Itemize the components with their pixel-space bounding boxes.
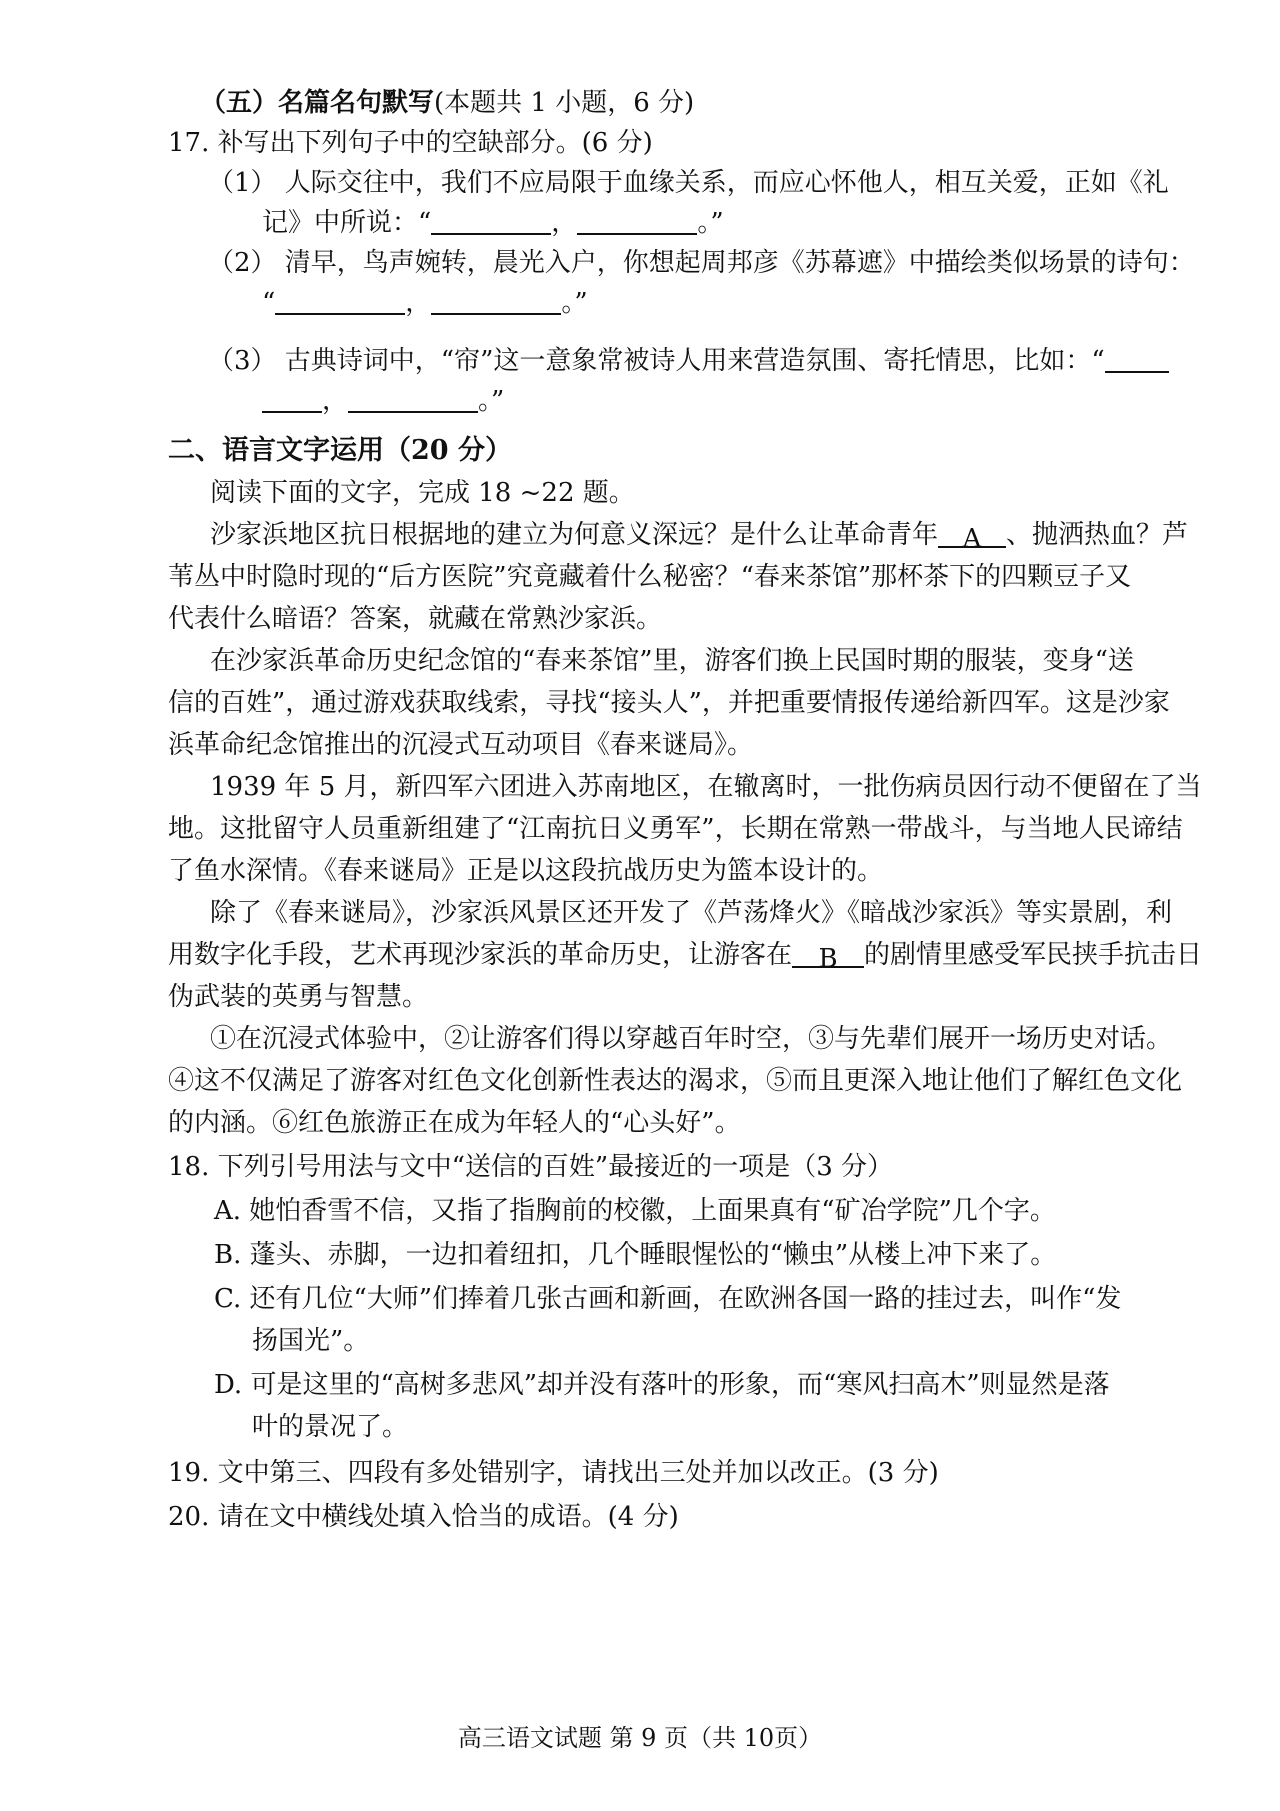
passage-p1-line2: 苇丛中时隐时现的“后方医院”究竟藏着什么秘密？“春来茶馆”那杯茶下的四颗豆子又	[168, 562, 1132, 592]
section-5-note: (本题共 1 小题，6 分)	[434, 88, 695, 118]
passage-p4-line3: 伪武装的英勇与智慧。	[168, 982, 429, 1012]
q18-option-c-line1[interactable]: C. 还有几位“大师”们捧着几张古画和新画，在欧洲各国一路的挂过去，叫作“发	[214, 1284, 1122, 1314]
q20-stem: 20. 请在文中横线处填入恰当的成语。(4 分)	[168, 1502, 679, 1532]
passage-p5-line1: ①在沉浸式体验中，②让游客们得以穿越百年时空，③与先辈们展开一场历史对话。	[210, 1024, 1173, 1054]
answer-blank[interactable]	[262, 383, 322, 413]
part-2-title: 二、语言文字运用（20 分）	[168, 435, 512, 466]
section-5-title: （五）名篇名句默写	[200, 88, 435, 118]
q17-item1-line1: （1） 人际交往中，我们不应局限于血缘关系，而应心怀他人，相互关爱，正如《礼	[208, 168, 1169, 198]
q18-option-d-line2[interactable]: 叶的景况了。	[252, 1412, 409, 1442]
passage-p3-line2: 地。这批留守人员重新组建了“江南抗日义勇军”，长期在常熟一带战斗，与当地人民谛结	[168, 814, 1183, 844]
q17-item1-line2: 记》中所说：“ ， 。”	[262, 202, 724, 244]
passage-p2-line1: 在沙家浜革命历史纪念馆的“春来茶馆”里，游客们换上民国时期的服装，变身“送	[210, 646, 1134, 676]
answer-blank[interactable]	[431, 285, 561, 315]
passage-p2-line3: 浜革命纪念馆推出的沉浸式互动项目《春来谜局》。	[168, 730, 754, 760]
q17-item3-line2: ， 。”	[262, 380, 504, 422]
passage-p5-line2: ④这不仅满足了游客对红色文化创新性表达的渴求，⑤而且更深入地让他们了解红色文化	[168, 1066, 1183, 1096]
passage-p4-line1: 除了《春来谜局》，沙家浜风景区还开发了《芦荡烽火》《暗战沙家浜》等实景剧，利	[210, 898, 1173, 928]
answer-blank[interactable]	[1105, 343, 1169, 373]
passage-p1-line3: 代表什么暗语？答案，就藏在常熟沙家浜。	[168, 604, 663, 634]
q18-stem: 18. 下列引号用法与文中“送信的百姓”最接近的一项是（3 分）	[168, 1152, 894, 1182]
q18-option-b[interactable]: B. 蓬头、赤脚，一边扣着纽扣，几个睡眼惺忪的“懒虫”从楼上冲下来了。	[214, 1240, 1057, 1270]
q19-stem: 19. 文中第三、四段有多处错别字，请找出三处并加以改正。(3 分)	[168, 1458, 939, 1488]
blank-b[interactable]: B	[792, 938, 864, 968]
passage-p2-line2: 信的百姓”，通过游戏获取线索，寻找“接头人”，并把重要情报传递给新四军。这是沙家	[168, 688, 1170, 718]
blank-a[interactable]: A	[938, 518, 1006, 548]
page-footer: 高三语文试题 第 9 页（共 10页）	[457, 1724, 823, 1752]
passage-p3-line3: 了鱼水深情。《春来谜局》正是以这段抗战历史为篮本设计的。	[168, 856, 884, 886]
q17-item2-line1: （2） 清早，鸟声婉转，晨光入户，你想起周邦彦《苏幕遮》中描绘类似场景的诗句：	[208, 248, 1195, 278]
part-2-intro: 阅读下面的文字，完成 18 ~22 题。	[210, 478, 635, 508]
answer-blank[interactable]	[275, 285, 405, 315]
q18-option-a[interactable]: A. 她怕香雪不信，又指了指胸前的校徽，上面果真有“矿冶学院”几个字。	[214, 1196, 1056, 1226]
passage-p1-line1: 沙家浜地区抗日根据地的建立为何意义深远？是什么让革命青年 A 、抛洒热血？芦	[210, 520, 1189, 554]
q18-option-c-line2[interactable]: 扬国光”。	[252, 1326, 370, 1356]
passage-p4-line2: 用数字化手段，艺术再现沙家浜的革命历史，让游客在 B 的剧情里感受军民挟手抗击日	[168, 940, 1203, 974]
passage-p3-line1: 1939 年 5 月，新四军六团进入苏南地区，在辙离时，一批伤病员因行动不便留在了当	[210, 772, 1202, 802]
q17-stem: 17. 补写出下列句子中的空缺部分。(6 分)	[168, 128, 653, 158]
q17-item3-line1: （3） 古典诗词中，“帘”这一意象常被诗人用来营造氛围、寄托情思，比如：“	[208, 340, 1169, 382]
q18-option-d-line1[interactable]: D. 可是这里的“高树多悲风”却并没有落叶的形象，而“寒风扫高木”则显然是落	[214, 1370, 1110, 1400]
passage-p5-line3: 的内涵。⑥红色旅游正在成为年轻人的“心头好”。	[168, 1108, 741, 1138]
q17-item2-line2: “ ， 。”	[262, 282, 588, 324]
answer-blank[interactable]	[431, 205, 551, 235]
answer-blank[interactable]	[577, 205, 697, 235]
section-5-heading	[200, 82, 694, 124]
answer-blank[interactable]	[348, 383, 478, 413]
